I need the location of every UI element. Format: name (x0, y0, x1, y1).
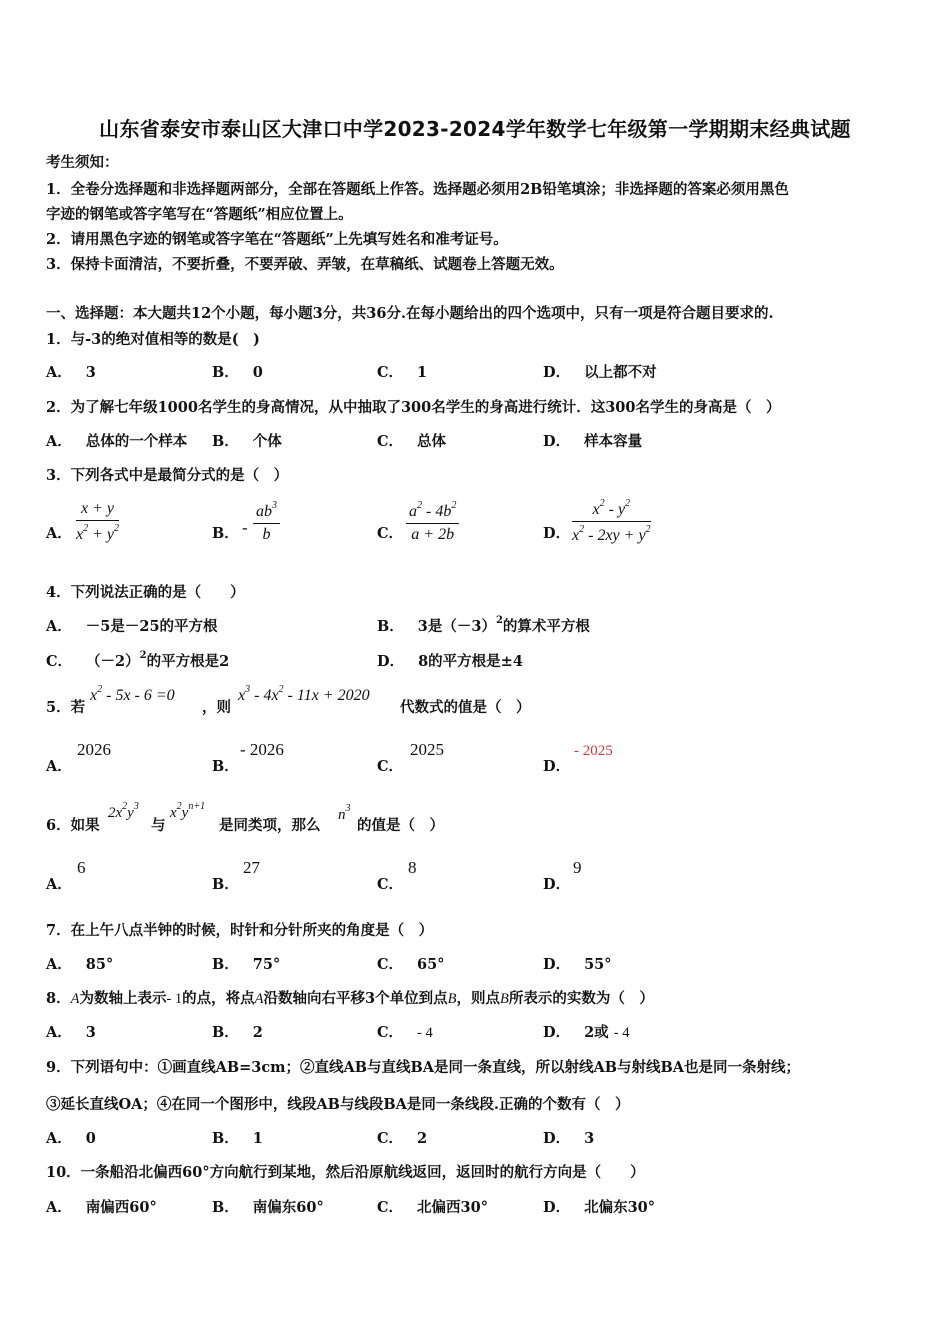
q3-label-b: B． (212, 525, 239, 542)
q5-label-c: C． (377, 758, 404, 775)
q2-stem: 2．为了解七年级1000名学生的身高情况，从中抽取了300名学生的身高进行统计．这300名学生的身高是（ ） (46, 399, 781, 416)
q4-option-d: D． 8的平方根是±4 (377, 653, 523, 670)
q5-option-d: - 2025 (574, 743, 613, 759)
notice-item-2: 2．请用黑色字迹的钢笔或答字笔在“答题纸”上先填写姓名和准考证号。 (46, 231, 508, 248)
q10-option-d: D． 北偏东30° (543, 1199, 656, 1216)
q9-option-c: C． 2 (377, 1130, 428, 1147)
q6-label-b: B． (212, 876, 239, 893)
q8-option-a: A． 3 (46, 1024, 96, 1041)
q7-stem: 7．在上午八点半钟的时候，时针和分针所夹的角度是（ ） (46, 922, 434, 939)
q1-option-a: A． 3 (46, 364, 96, 381)
q5-option-b: - 2026 (240, 740, 284, 759)
section-heading: 一、选择题：本大题共12个小题，每小题3分，共36分.在每小题给出的四个选项中，只有一项是符合题目要求的. (46, 305, 774, 322)
q3-label-a: A． (46, 525, 72, 542)
q3-fraction-b: $\frac{ab^3}{b}$ (253, 500, 280, 544)
q2-option-a: A． 总体的一个样本 (46, 433, 188, 450)
q6-term-1: $2x^2y^3$ (108, 801, 139, 821)
q9-stem-line2: ③延长直线OA；④在同一个图形中，线段AB与线段BA是同一条线段.正确的个数有（ ） (46, 1096, 630, 1113)
q1-option-d: D． 以上都不对 (543, 364, 657, 381)
q4-stem: 4．下列说法正确的是（ ） (46, 584, 245, 601)
q7-option-a: A． 85° (46, 956, 114, 973)
q6-label-c: C． (377, 876, 404, 893)
q2-option-c: C． 总体 (377, 433, 447, 450)
q5-label-d: D． (543, 758, 571, 775)
q9-option-a: A． 0 (46, 1130, 96, 1147)
q2-option-d: D． 样本容量 (543, 433, 643, 450)
notice-item-1-cont: 字迹的钢笔或答字笔写在“答题纸”相应位置上。 (46, 206, 353, 223)
q5-expression: $x^3 - 4x^2 - 11x + 2020$ (238, 684, 370, 704)
q7-option-d: D． 55° (543, 956, 612, 973)
q4-option-b: B． 3是$(-3)^2$的算术平方根 (377, 615, 590, 635)
notice-heading: 考生须知： (46, 154, 119, 171)
q6-option-d: 9 (573, 858, 582, 877)
q3-label-c: C． (377, 525, 404, 542)
q10-option-b: B． 南偏东60° (212, 1199, 324, 1216)
q3-label-d: D． (543, 525, 571, 542)
q1-option-c: C． 1 (377, 364, 428, 381)
q6-option-b: 27 (243, 858, 260, 877)
q6-stem-mid2: 是同类项，那么 (219, 817, 321, 834)
q5-equation: $x^2 - 5x - 6 =0$ (90, 684, 175, 704)
q10-stem: 10．一条船沿北偏西60°方向航行到某地，然后沿原航线返回，返回时的航行方向是（ ） (46, 1164, 645, 1181)
q7-option-c: C． 65° (377, 956, 445, 973)
q5-label-b: B． (212, 758, 239, 775)
q8-option-b: B． 2 (212, 1024, 263, 1041)
q3-fraction-a: $\frac{x + y}{x^2 + y^2}$ (76, 500, 120, 543)
q6-label-d: D． (543, 876, 571, 893)
q3-minus-sign: - (242, 518, 248, 537)
q5-stem-post: 代数式的值是（ ） (400, 699, 531, 716)
q2-option-b: B． 个体 (212, 433, 282, 450)
q5-label-a: A． (46, 758, 72, 775)
q6-stem-post: 的值是（ ） (357, 817, 444, 834)
q10-option-a: A． 南偏西60° (46, 1199, 157, 1216)
q7-option-b: B． 75° (212, 956, 281, 973)
q1-option-b: B． 0 (212, 364, 263, 381)
q9-stem-line1: 9．下列语句中：①画直线AB=3cm；②直线AB与直线BA是同一条直线，所以射线AB与射线BA也是同一条射线； (46, 1059, 801, 1076)
q6-option-a: 6 (77, 858, 86, 877)
q9-option-b: B． 1 (212, 1130, 263, 1147)
q5-option-a: 2026 (77, 740, 111, 759)
q5-option-c: 2025 (410, 740, 444, 759)
q4-option-c: C． $(-2)^2$的平方根是2 (46, 650, 230, 670)
q10-option-c: C． 北偏西30° (377, 1199, 488, 1216)
notice-item-3: 3．保持卡面清洁，不要折叠，不要弄破、弄皱，在草稿纸、试题卷上答题无效。 (46, 256, 564, 273)
q3-fraction-c: $\frac{a^2 - 4b^2}{a + 2b}$ (406, 500, 459, 544)
q8-option-d: D． 2或 - 4 (543, 1024, 630, 1041)
exam-title: 山东省泰安市泰山区大津口中学2023-2024学年数学七年级第一学期期末经典试题 (99, 117, 851, 141)
q6-n-cubed: $n^3$ (338, 803, 351, 823)
q5-stem-mid: ，则 (202, 699, 231, 716)
q8-stem: 8．A为数轴上表示- 1的点，将点A沿数轴向右平移3个单位到点B，则点B所表示的实数为（ ） (46, 990, 654, 1007)
notice-item-1: 1．全卷分选择题和非选择题两部分，全部在答题纸上作答。选择题必须用2B铅笔填涂；非选择题的答案必须用黑色 (46, 181, 789, 198)
q3-fraction-d: $\frac{x^2 - y^2}{x^2 - 2xy + y^2}$ (572, 498, 651, 544)
q6-stem-pre: 6．如果 (46, 817, 100, 834)
q8-option-c: C． - 4 (377, 1024, 433, 1041)
q5-stem-pre: 5．若 (46, 699, 86, 716)
q4-option-a: A． －5是－25的平方根 (46, 618, 218, 635)
q3-stem: 3．下列各式中是最简分式的是（ ） (46, 467, 289, 484)
q6-stem-mid: 与 (151, 817, 166, 834)
q9-option-d: D． 3 (543, 1130, 595, 1147)
q6-label-a: A． (46, 876, 72, 893)
q1-stem: 1．与-3的绝对值相等的数是( ) (46, 331, 260, 348)
q6-option-c: 8 (408, 858, 417, 877)
q6-term-2: $x^2y^{n+1}$ (170, 801, 206, 821)
